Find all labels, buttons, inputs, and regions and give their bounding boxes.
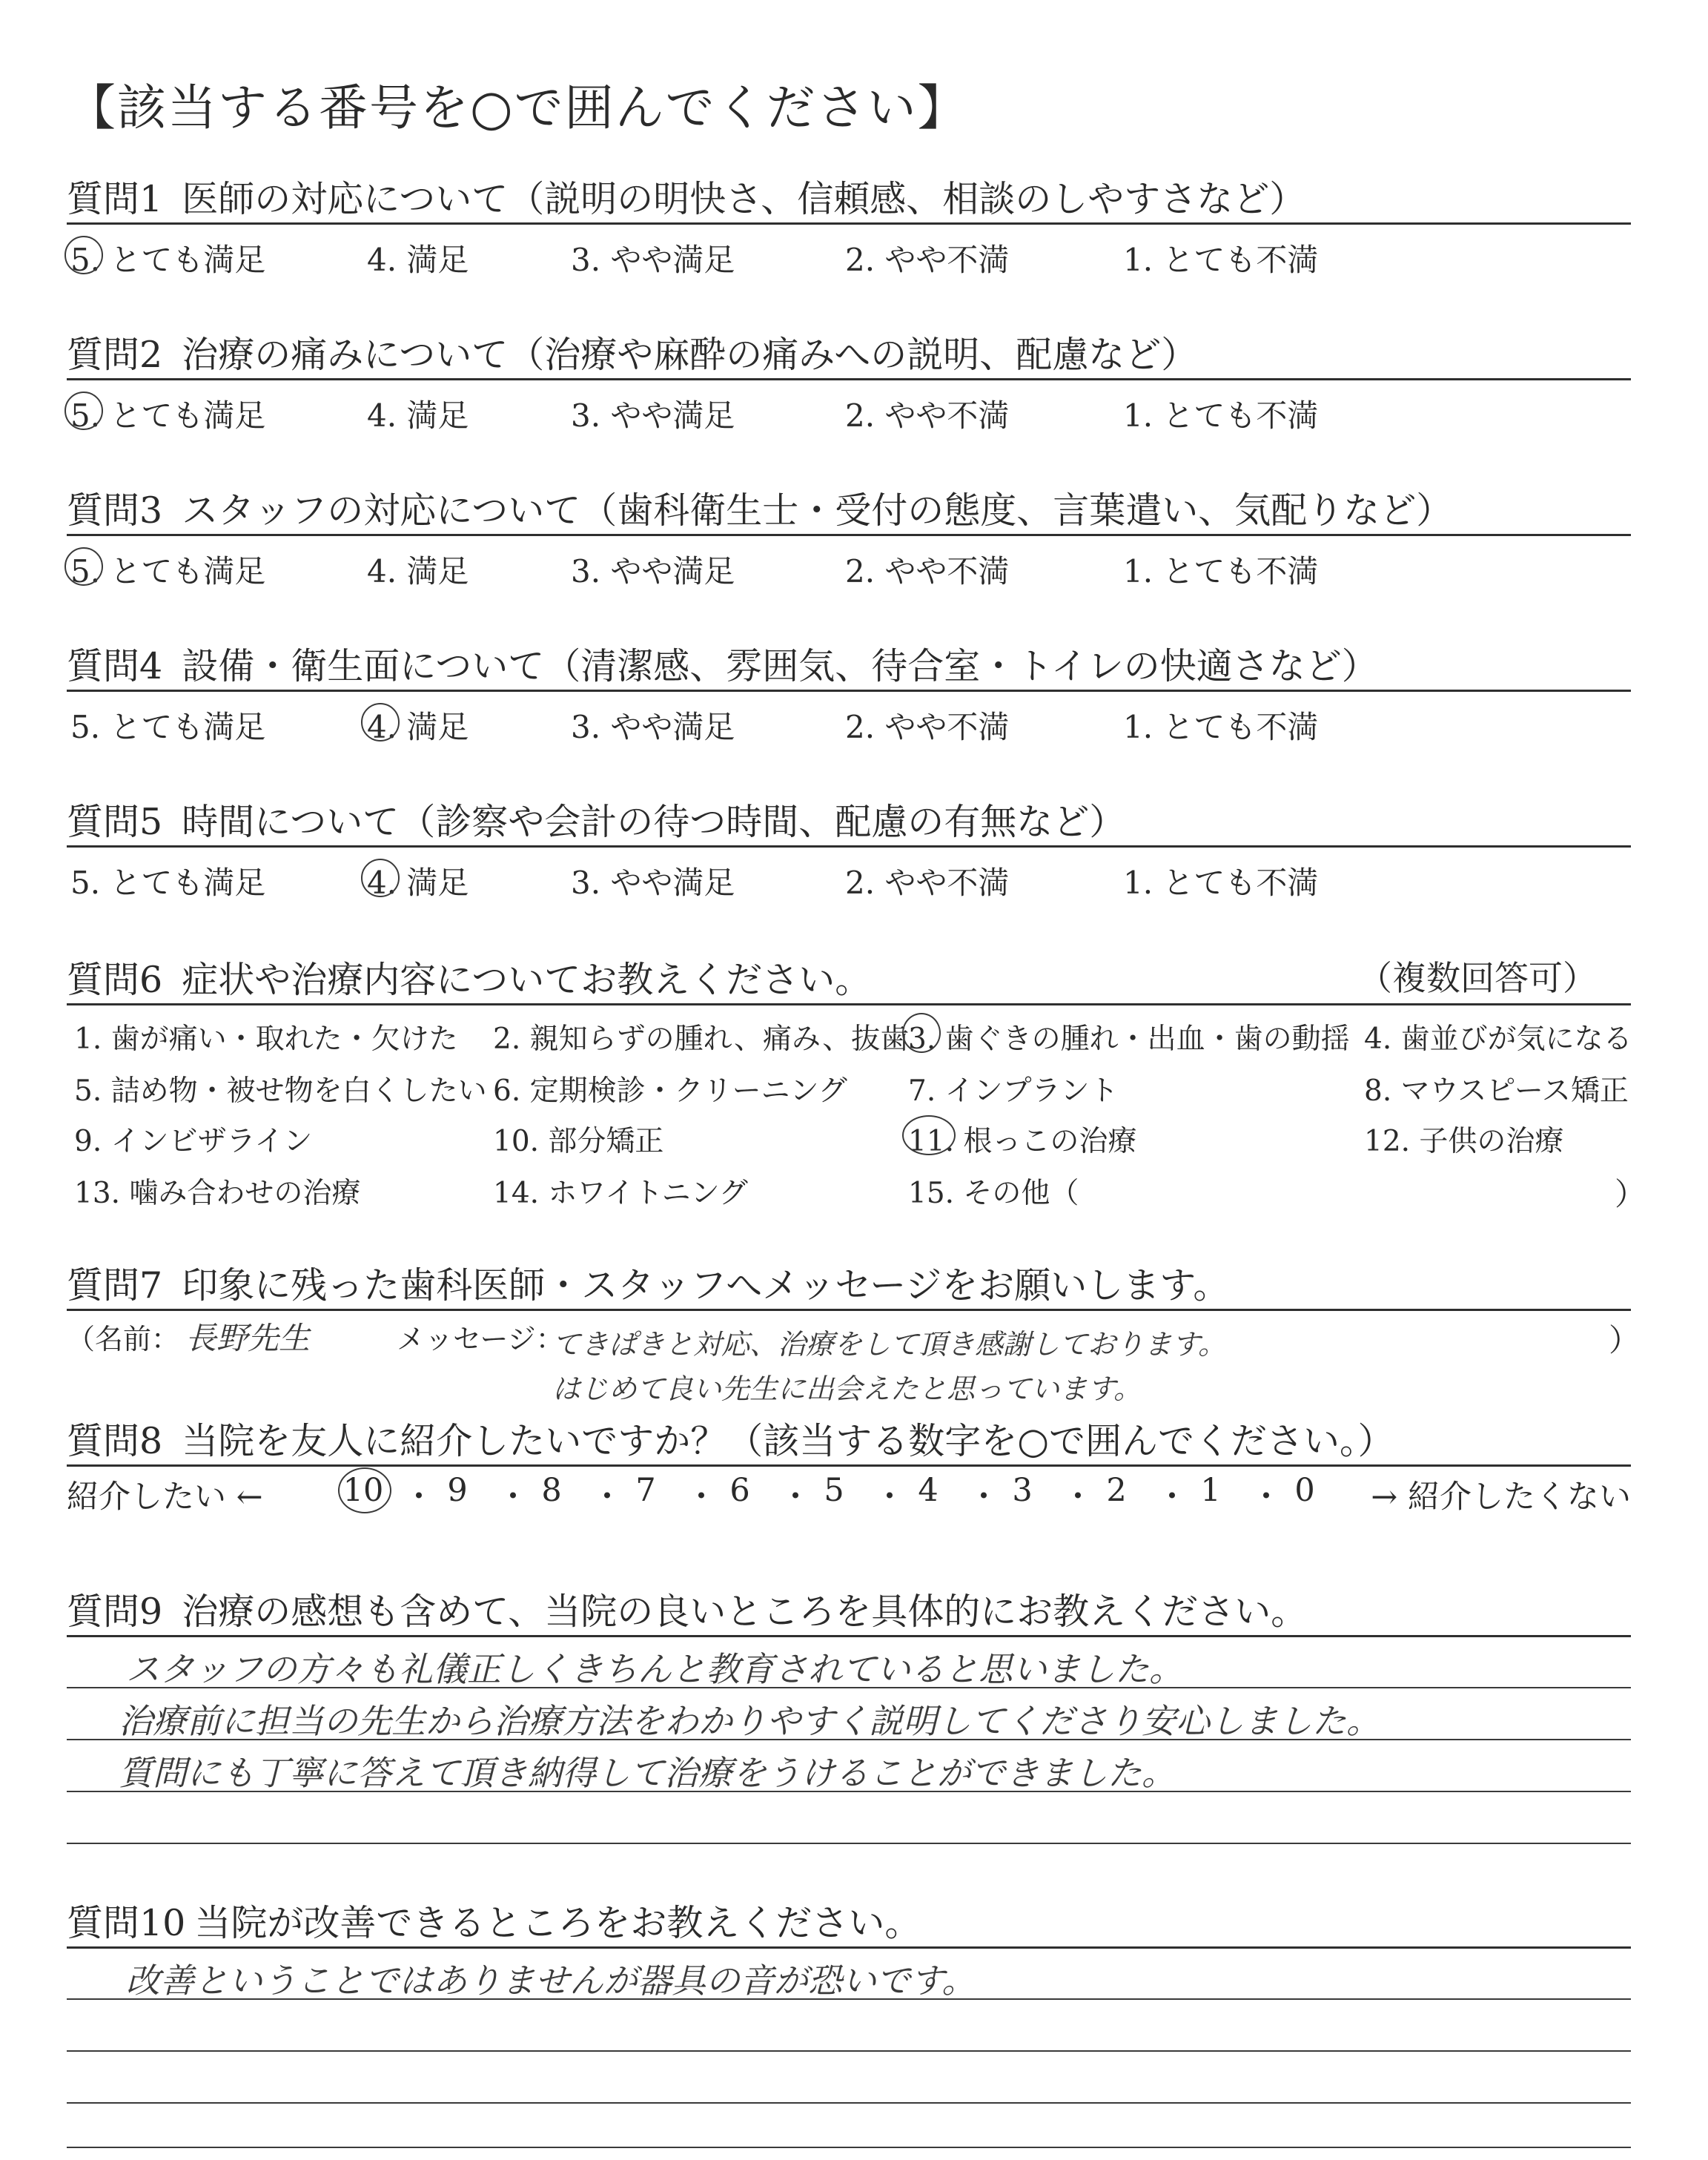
scale-separator: ・ [967, 1479, 1000, 1516]
scale-separator: ・ [873, 1479, 906, 1516]
scale-left-label: 紹介したい ← [67, 1479, 263, 1516]
scale-selected-circle [338, 1467, 391, 1513]
q5-option-4[interactable]: 4. 満足 [367, 865, 469, 901]
q2-rule [67, 378, 1631, 380]
q9-writing-line [67, 1843, 1631, 1844]
q5-option-2[interactable]: 2. やや不満 [845, 865, 1010, 901]
q10-writing-line [67, 2050, 1631, 2052]
q5-number: 質問5 [67, 801, 163, 843]
q7-name-label: （名前： [67, 1323, 180, 1355]
q9-answer-line-3: 質問にも丁寧に答えて頂き納得して治療をうけることができました。 [119, 1753, 1176, 1793]
q2-text: 治療の痛みについて（治療や麻酔の痛みへの説明、配慮など） [182, 334, 1198, 376]
q1-option-1[interactable]: 1. とても不満 [1123, 242, 1319, 278]
q1-option-5[interactable]: 5. とても満足 [70, 242, 266, 278]
q2-title [67, 326, 1197, 378]
q10-rule [67, 1946, 1631, 1949]
q3-title [67, 482, 1452, 534]
q6-option-15[interactable]: 15. その他（ [908, 1177, 1079, 1210]
q6-option-6[interactable]: 6. 定期検診・クリーニング [493, 1074, 847, 1108]
q7-rule [67, 1309, 1631, 1311]
scale-right-label: → 紹介したくない [1371, 1479, 1631, 1516]
q6-multi-answer-note: （複数回答可） [1358, 958, 1597, 998]
q4-rule [67, 690, 1631, 692]
q10-writing-line [67, 2102, 1631, 2104]
q2-option-1[interactable]: 1. とても不満 [1123, 397, 1319, 434]
q6-selected-circle-11 [902, 1115, 956, 1155]
q1-title [67, 171, 1305, 222]
scale-number-2[interactable]: 2 [1106, 1472, 1127, 1509]
q4-option-5[interactable]: 5. とても満足 [70, 709, 266, 745]
scale-separator: ・ [591, 1479, 623, 1516]
q7-title [67, 1257, 1229, 1309]
scale-number-5[interactable]: 5 [824, 1472, 844, 1509]
q6-option-13[interactable]: 13. 噛み合わせの治療 [74, 1177, 361, 1210]
q4-selected-circle [361, 703, 400, 742]
q10-writing-line [67, 2147, 1631, 2148]
q5-option-3[interactable]: 3. やや満足 [571, 865, 735, 901]
q5-title [67, 793, 1125, 845]
scale-number-1[interactable]: 1 [1200, 1472, 1221, 1509]
q2-option-2[interactable]: 2. やや不満 [845, 397, 1010, 434]
q9-answer-line-2: 治療前に担当の先生から治療方法をわかりやすく説明してくださり安心しました。 [119, 1701, 1380, 1741]
q5-text: 時間について（診察や会計の待つ時間、配慮の有無など） [182, 801, 1126, 843]
q6-option-3[interactable]: 3. 歯ぐきの腫れ・出血・歯の動揺 [908, 1023, 1350, 1056]
scale-number-3[interactable]: 3 [1012, 1472, 1033, 1509]
q1-text: 医師の対応について（説明の明快さ、信頼感、相談のしやすさなど） [182, 178, 1306, 220]
q1-selected-circle [64, 236, 103, 274]
scale-separator: ・ [685, 1479, 718, 1516]
q6-option-12[interactable]: 12. 子供の治療 [1364, 1125, 1564, 1158]
q7-text: 印象に残った歯科医師・スタッフへメッセージをお願いします。 [182, 1264, 1230, 1307]
q3-option-4[interactable]: 4. 満足 [367, 553, 469, 589]
q9-text: 治療の感想も含めて、当院の良いところを具体的にお教えください。 [182, 1591, 1308, 1633]
q4-text: 設備・衛生面について（清潔感、雰囲気、待合室・トイレの快適さなど） [182, 645, 1378, 687]
q3-option-3[interactable]: 3. やや満足 [571, 553, 735, 589]
q10-title [67, 1895, 921, 1946]
q3-rule [67, 534, 1631, 536]
form-title: 【該当する番号を○で囲んでください】 [67, 79, 968, 136]
q3-option-2[interactable]: 2. やや不満 [845, 553, 1010, 589]
q7-number: 質問7 [67, 1264, 163, 1307]
q4-option-1[interactable]: 1. とても不満 [1123, 709, 1319, 745]
q6-option-14[interactable]: 14. ホワイトニング [493, 1177, 748, 1210]
q7-message-label: メッセージ： [397, 1323, 564, 1355]
q3-text: スタッフの対応について（歯科衛生士・受付の態度、言葉遣い、気配りなど） [182, 489, 1453, 532]
q6-text: 症状や治療内容についてお教えください。 [182, 959, 872, 1001]
scale-number-8[interactable]: 8 [541, 1472, 562, 1509]
q6-number: 質問6 [67, 959, 163, 1001]
q6-rule [67, 1003, 1631, 1005]
q5-selected-circle [361, 859, 400, 897]
scale-number-9[interactable]: 9 [447, 1472, 468, 1509]
q1-option-3[interactable]: 3. やや満足 [571, 242, 735, 278]
q1-option-4[interactable]: 4. 満足 [367, 242, 469, 278]
q4-number: 質問4 [67, 645, 163, 687]
q6-title [67, 951, 871, 1003]
q6-other-close-paren: ） [1615, 1176, 1646, 1212]
q10-answer-line-1: 改善ということではありませんが器具の音が恐いです。 [126, 1961, 976, 2001]
scale-separator: ・ [403, 1479, 435, 1516]
q10-number: 質問10 [67, 1902, 186, 1944]
q7-name-value: 長野先生 [185, 1320, 311, 1356]
q3-option-5[interactable]: 5. とても満足 [70, 553, 266, 589]
scale-number-10[interactable]: 10 [342, 1472, 384, 1509]
q5-option-1[interactable]: 1. とても不満 [1123, 865, 1319, 901]
q8-title [67, 1413, 1394, 1464]
q1-number: 質問1 [67, 178, 163, 220]
scale-number-0[interactable]: 0 [1294, 1472, 1315, 1509]
q1-option-2[interactable]: 2. やや不満 [845, 242, 1010, 278]
q8-rule [67, 1464, 1631, 1467]
q7-message-line-1: てきぱきと対応、治療をして頂き感謝しております。 [552, 1328, 1226, 1361]
q9-number: 質問9 [67, 1591, 163, 1633]
q9-rule [67, 1635, 1631, 1637]
q7-message-line-2: はじめて良い先生に出会えたと思っています。 [552, 1373, 1142, 1405]
q2-selected-circle [64, 392, 103, 430]
q3-selected-circle [64, 547, 103, 586]
q6-selected-circle-3 [902, 1013, 941, 1053]
q2-option-5[interactable]: 5. とても満足 [70, 397, 266, 434]
q3-option-1[interactable]: 1. とても不満 [1123, 553, 1319, 589]
q6-option-4[interactable]: 4. 歯並びが気になる [1364, 1023, 1632, 1056]
q3-number: 質問3 [67, 489, 163, 532]
q2-number: 質問2 [67, 334, 163, 376]
q5-option-5[interactable]: 5. とても満足 [70, 865, 266, 901]
q6-option-7[interactable]: 7. インプラント [908, 1074, 1119, 1108]
scale-number-6[interactable]: 6 [729, 1472, 750, 1509]
q10-text: 当院が改善できるところをお教えください。 [194, 1902, 921, 1944]
scale-separator: ・ [497, 1479, 529, 1516]
scale-separator: ・ [779, 1479, 812, 1516]
q2-option-4[interactable]: 4. 満足 [367, 397, 469, 434]
q4-option-2[interactable]: 2. やや不満 [845, 709, 1010, 745]
q6-option-11[interactable]: 11. 根っこの治療 [908, 1125, 1137, 1158]
scale-number-4[interactable]: 4 [918, 1472, 939, 1509]
q6-option-9[interactable]: 9. インビザライン [74, 1125, 313, 1158]
q6-option-10[interactable]: 10. 部分矯正 [493, 1125, 664, 1158]
scale-number-7[interactable]: 7 [635, 1472, 656, 1509]
q9-answer-line-1: スタッフの方々も礼儀正しくきちんと教育されていると思いました。 [126, 1649, 1183, 1689]
scale-separator: ・ [1062, 1479, 1094, 1516]
q9-title [67, 1583, 1307, 1635]
q6-option-2[interactable]: 2. 親知らずの腫れ、痛み、抜歯 [493, 1023, 910, 1056]
q8-number: 質問8 [67, 1420, 163, 1462]
q6-option-1[interactable]: 1. 歯が痛い・取れた・欠けた [74, 1023, 458, 1056]
q6-option-8[interactable]: 8. マウスピース矯正 [1364, 1074, 1629, 1108]
q8-text: 当院を友人に紹介したいですか？（該当する数字を○で囲んでください。） [182, 1420, 1394, 1462]
q5-rule [67, 845, 1631, 848]
scale-separator: ・ [1250, 1479, 1282, 1516]
scale-separator: ・ [1156, 1479, 1188, 1516]
q2-option-3[interactable]: 3. やや満足 [571, 397, 735, 434]
q1-rule [67, 222, 1631, 225]
q4-option-4[interactable]: 4. 満足 [367, 709, 469, 745]
q4-option-3[interactable]: 3. やや満足 [571, 709, 735, 745]
q7-close-paren: ） [1609, 1322, 1641, 1358]
q6-option-5[interactable]: 5. 詰め物・被せ物を白くしたい [74, 1074, 487, 1108]
q4-title [67, 638, 1378, 690]
